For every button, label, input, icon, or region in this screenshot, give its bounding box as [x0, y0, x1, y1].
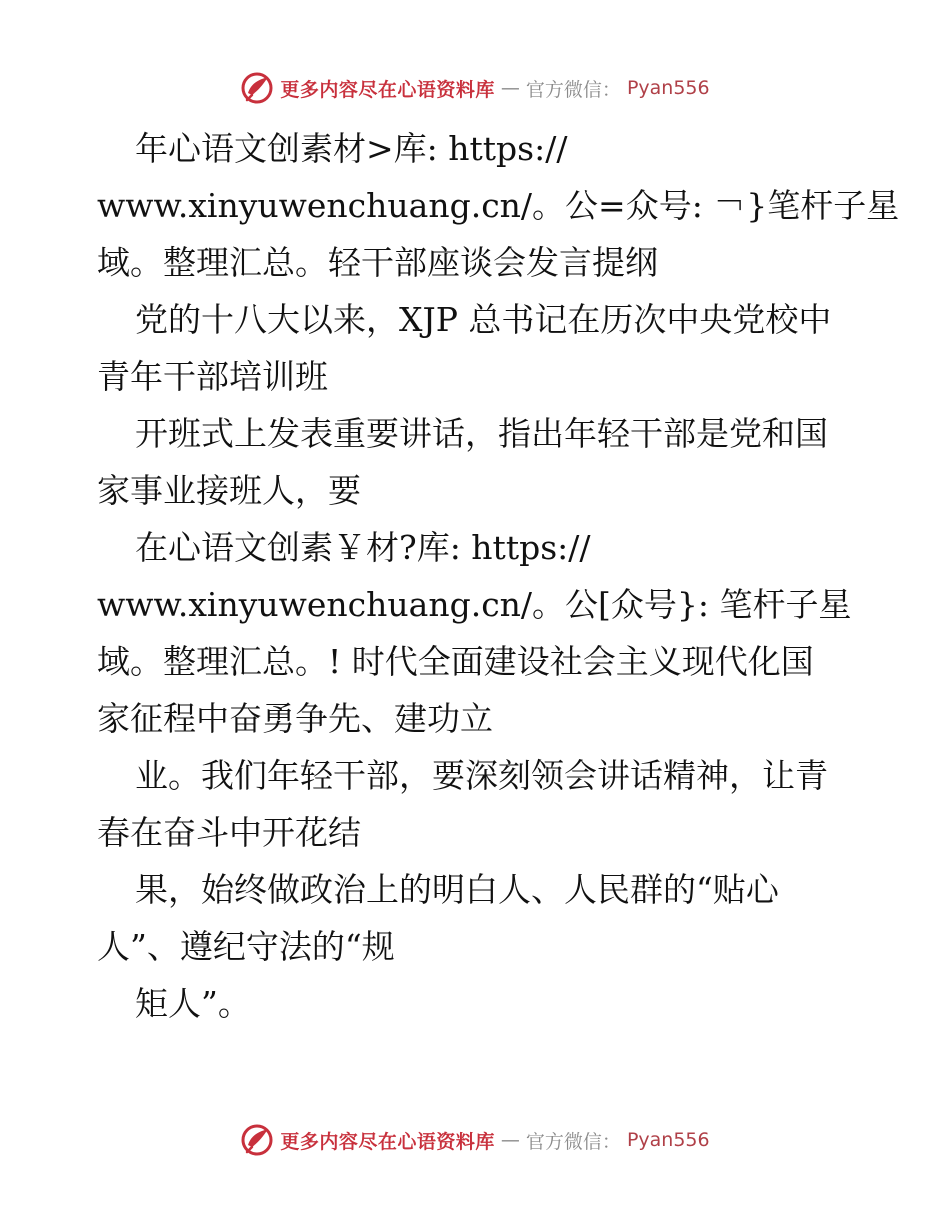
text-line: 在心语文创素￥材?库: https:// — [135, 528, 591, 567]
footer-banner — [0, 1120, 950, 1160]
text-line: www.xinyuwenchuang.cn/。公[众号}: 笔杆子星 — [97, 585, 852, 624]
header-banner — [0, 68, 950, 108]
text-line: 年心语文创素材>库: https:// — [135, 129, 568, 168]
banner-dash: — — [500, 77, 520, 99]
banner-wechat-id: Pyan556 — [626, 77, 710, 99]
banner-wechat-label: 官方微信： — [525, 78, 621, 101]
banner-wechat-label: 官方微信： — [525, 1130, 621, 1153]
ink-pen-logo-icon — [240, 1123, 274, 1157]
text-line: 青年干部培训班 — [97, 357, 328, 396]
banner-wechat-id: Pyan556 — [626, 1129, 710, 1151]
document-body — [97, 120, 900, 1032]
banner-main-text: 更多内容尽在心语资料库 — [280, 78, 495, 101]
text-line: 业。我们年轻干部，要深刻领会讲话精神，让青 — [135, 756, 828, 795]
text-line: www.xinyuwenchuang.cn/。公=众号: ￢}笔杆子星 — [97, 186, 900, 225]
text-line: 域。整理汇总。! 时代全面建设社会主义现代化国 — [97, 642, 814, 681]
text-line: 果，始终做政治上的明白人、人民群的“贴心 — [135, 870, 779, 909]
text-line: 矩人”。 — [135, 984, 251, 1023]
text-line: 春在奋斗中开花结 — [97, 813, 361, 852]
ink-pen-logo-icon — [240, 71, 274, 105]
text-line: 开班式上发表重要讲话，指出年轻干部是党和国 — [135, 414, 828, 453]
text-line: 人”、遵纪守法的“规 — [97, 927, 395, 966]
text-line: 域。整理汇总。轻干部座谈会发言提纲 — [97, 243, 658, 282]
text-line: 家征程中奋勇争先、建功立 — [97, 699, 493, 738]
banner-dash: — — [500, 1129, 520, 1151]
banner-main-text: 更多内容尽在心语资料库 — [280, 1130, 495, 1153]
text-line: 家事业接班人，要 — [97, 471, 361, 510]
text-line: 党的十八大以来，XJP 总书记在历次中央党校中 — [135, 300, 832, 339]
